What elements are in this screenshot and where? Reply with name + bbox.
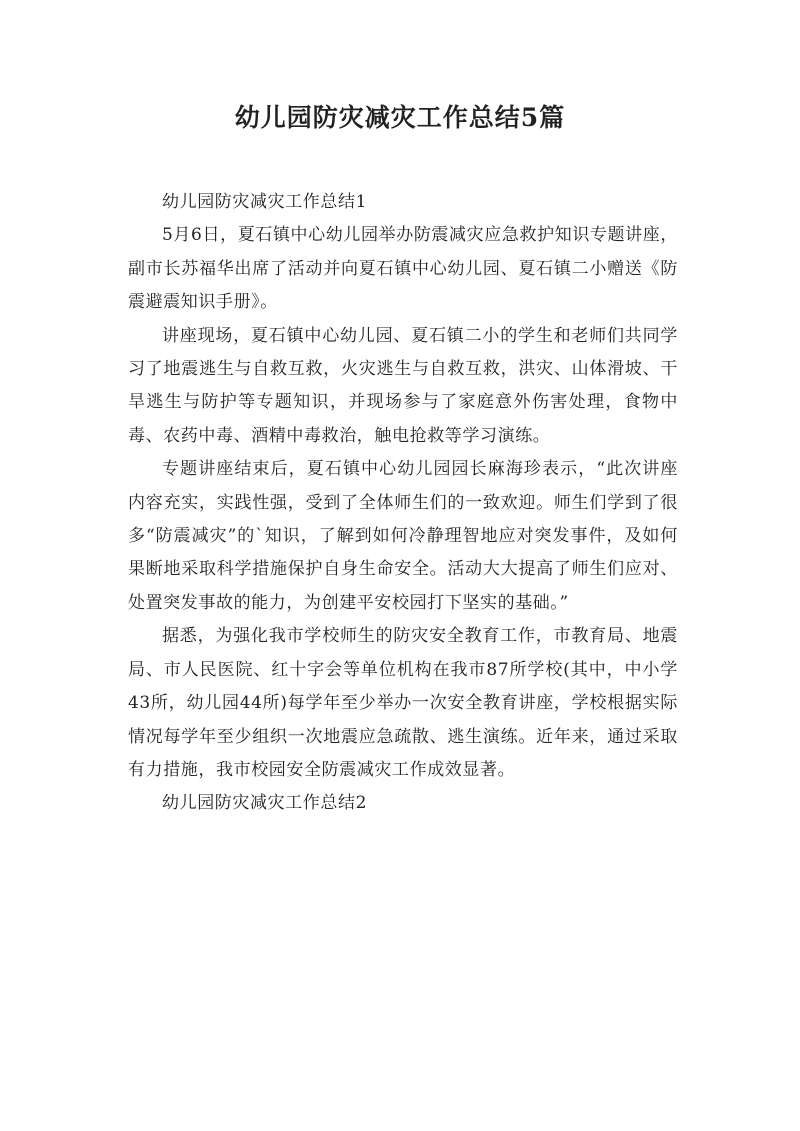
- paragraph-city-measures: 据悉，为强化我市学校师生的防灾安全教育工作，市教育局、地震局、市人民医院、红十字会等单位机构在我市87所学校(其中，中小学43所，幼儿园44所)每学年至少举办一次安全教育讲座，学校根据实际情况每学年至少组织一次地震应急疏散、逃生演练。近年来，通过采取有力措施，我市校园安全防震减灾工作成效显著。: [128, 626, 678, 780]
- paragraph-lecture-scene: 讲座现场，夏石镇中心幼儿园、夏石镇二小的学生和老师们共同学习了地震逃生与自救互救，火灾逃生与自救互救，洪灾、山体滑坡、干旱逃生与防护等专题知识，并现场参与了家庭意外伤害处理，食物中毒、农药中毒、酒精中毒救治，触电抢救等学习演练。: [128, 325, 678, 446]
- paragraph-lecture-intro: 5月6日，夏石镇中心幼儿园举办防震减灾应急救护知识专题讲座，副市长苏福华出席了活动并向夏石镇中心幼儿园、夏石镇二小赠送《防震避震知识手册》。: [128, 225, 678, 313]
- section-heading-2: 幼儿园防灾减灾工作总结2: [162, 793, 368, 814]
- document-body: [128, 186, 678, 821]
- section-heading-1: 幼儿园防灾减灾工作总结1: [162, 192, 368, 212]
- paragraph-principal-quote: 专题讲座结束后，夏石镇中心幼儿园园长麻海珍表示，“此次讲座内容充实，实践性强，受到了全体师生们的一致欢迎。师生们学到了很多“防震减灾”的`知识，了解到如何冷静理智地应对突发事件，及如何果断地采取科学措施保护自身生命安全。活动大大提高了师生们应对、处置突发事故的能力，为创建平安校园打下坚实的基础。”: [128, 459, 678, 613]
- document-title: 幼儿园防灾减灾工作总结5篇: [234, 103, 566, 132]
